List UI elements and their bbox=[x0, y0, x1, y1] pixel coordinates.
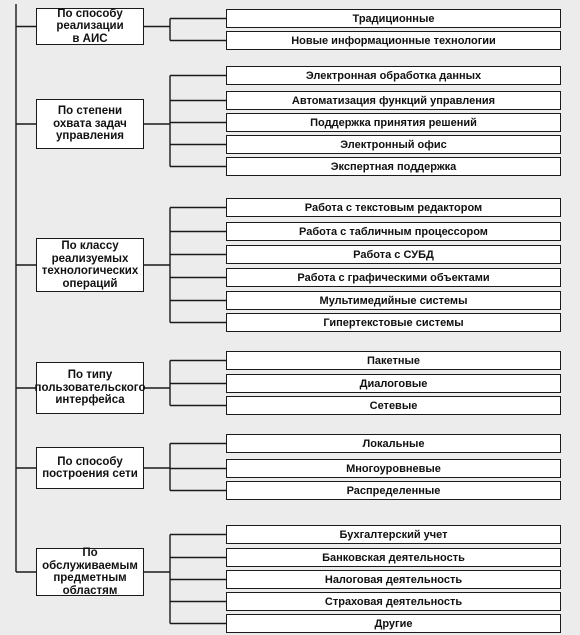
item-box: Работа с текстовым редактором bbox=[226, 198, 561, 217]
category-box: По степени охвата задач управления bbox=[36, 99, 144, 149]
item-box: Работа с графическими объектами bbox=[226, 268, 561, 287]
item-box: Страховая деятельность bbox=[226, 592, 561, 611]
item-box: Экспертная поддержка bbox=[226, 157, 561, 176]
category-box: По обслуживаемым предметным областям bbox=[36, 548, 144, 596]
item-box: Налоговая деятельность bbox=[226, 570, 561, 589]
item-box: Бухгалтерский учет bbox=[226, 525, 561, 544]
item-box: Мультимедийные системы bbox=[226, 291, 561, 310]
item-box: Пакетные bbox=[226, 351, 561, 370]
item-box: Электронная обработка данных bbox=[226, 66, 561, 85]
item-box: Распределенные bbox=[226, 481, 561, 500]
category-box: По способу реализации в АИС bbox=[36, 8, 144, 45]
item-box: Автоматизация функций управления bbox=[226, 91, 561, 110]
item-box: Диалоговые bbox=[226, 374, 561, 393]
item-box: Многоуровневые bbox=[226, 459, 561, 478]
item-box: Поддержка принятия решений bbox=[226, 113, 561, 132]
item-box: Гипертекстовые системы bbox=[226, 313, 561, 332]
category-box: По типу пользовательского интерфейса bbox=[36, 362, 144, 414]
item-box: Новые информационные технологии bbox=[226, 31, 561, 50]
item-box: Банковская деятельность bbox=[226, 548, 561, 567]
item-box: Локальные bbox=[226, 434, 561, 453]
category-box: По способу построения сети bbox=[36, 447, 144, 489]
item-box: Сетевые bbox=[226, 396, 561, 415]
item-box: Работа с СУБД bbox=[226, 245, 561, 264]
category-box: По классу реализуемых технологических операций bbox=[36, 238, 144, 292]
item-box: Другие bbox=[226, 614, 561, 633]
item-box: Традиционные bbox=[226, 9, 561, 28]
item-box: Электронный офис bbox=[226, 135, 561, 154]
item-box: Работа с табличным процессором bbox=[226, 222, 561, 241]
